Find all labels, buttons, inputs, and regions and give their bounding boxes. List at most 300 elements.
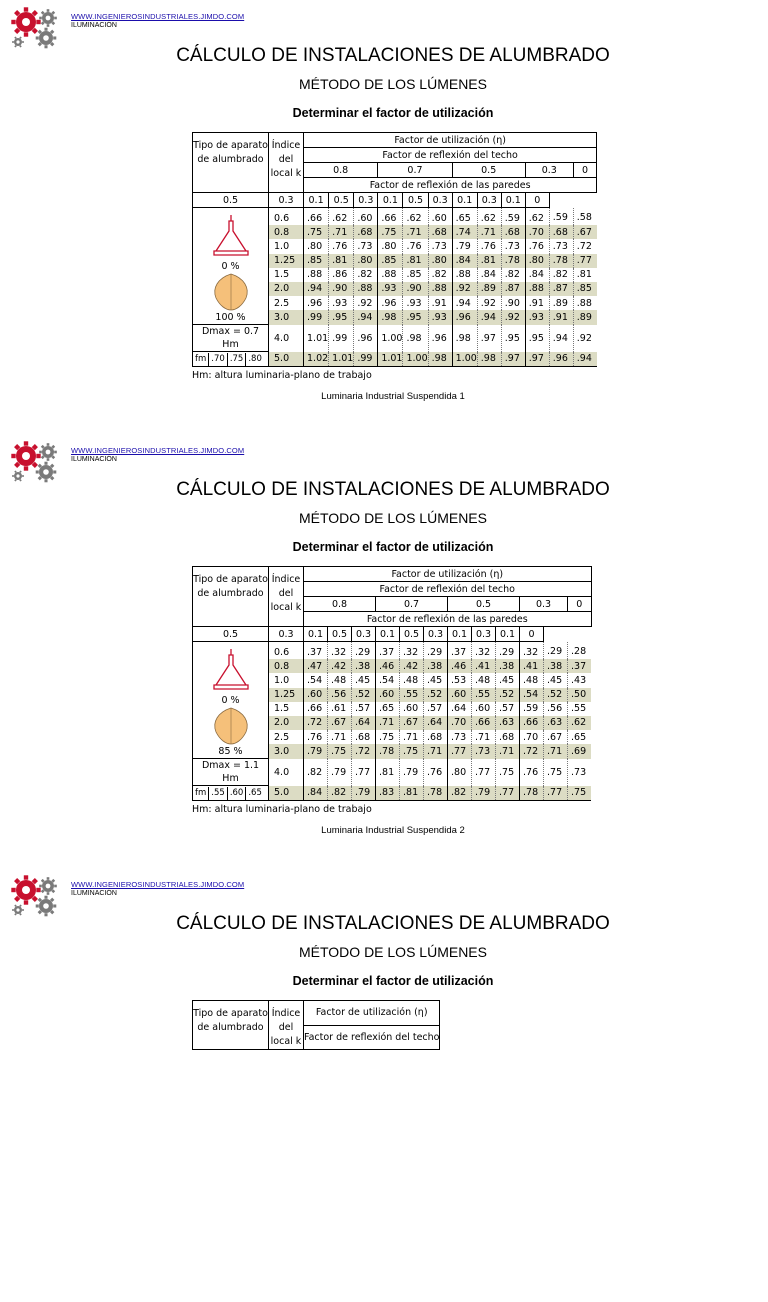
factor-value: .55 — [568, 702, 592, 716]
factor-value: .73 — [448, 730, 472, 744]
factor-value: .48 — [328, 673, 352, 687]
paredes-value: 0.3 — [477, 193, 501, 208]
techo-value: 0.3 — [525, 163, 573, 178]
factor-value: .42 — [328, 659, 352, 673]
factor-value: .91 — [549, 310, 573, 324]
factor-value: .76 — [525, 239, 549, 253]
luminaire-figure — [193, 642, 269, 759]
factor-value: .59 — [520, 702, 544, 716]
factor-value: .77 — [448, 744, 472, 758]
techo-value: 0.8 — [304, 597, 376, 612]
table-row — [193, 208, 597, 226]
factor-value: .94 — [304, 282, 329, 296]
factor-value: .97 — [501, 352, 525, 367]
factor-value: .92 — [477, 296, 501, 310]
k-value: 1.0 — [269, 239, 304, 253]
factor-value: .32 — [400, 642, 424, 660]
paredes-value: 0.3 — [424, 627, 448, 642]
techo-value: 0.7 — [376, 597, 448, 612]
indice-header — [269, 1001, 304, 1050]
factor-util-header: Factor de utilización (η) — [304, 1001, 440, 1026]
fm-value: fm — [195, 787, 207, 798]
tipo-aparato-header — [193, 1001, 269, 1050]
factor-value: .53 — [448, 673, 472, 687]
factor-value: .75 — [304, 225, 329, 239]
factor-value: .80 — [354, 254, 378, 268]
site-link[interactable]: WWW.INGENIEROSINDUSTRIALES.JIMDO.COM — [71, 446, 245, 455]
factor-value: .59 — [501, 208, 525, 226]
paredes-value: 0.3 — [472, 627, 496, 642]
factor-value: .90 — [403, 282, 428, 296]
factor-value: .80 — [378, 239, 403, 253]
factor-value: .95 — [329, 310, 354, 324]
indice-header — [269, 567, 304, 627]
refl-paredes-header: Factor de reflexión de las paredes — [304, 612, 592, 627]
factor-value: .57 — [352, 702, 376, 716]
paredes-value: 0.1 — [378, 193, 403, 208]
paredes-value: 0.3 — [352, 627, 376, 642]
factor-value: .99 — [354, 352, 378, 367]
factor-value: .72 — [573, 239, 597, 253]
factor-value: .64 — [448, 702, 472, 716]
header-subtitle: ILUMINACIÓN — [71, 22, 117, 29]
paredes-value: 0.5 — [400, 627, 424, 642]
factor-value: .52 — [544, 688, 568, 702]
factor-value: .93 — [525, 310, 549, 324]
factor-value: .52 — [352, 688, 376, 702]
factor-value: .62 — [403, 208, 428, 226]
factor-value: .73 — [549, 239, 573, 253]
paredes-value: 0.1 — [452, 193, 477, 208]
fm-cell — [193, 352, 269, 367]
factor-value: .38 — [544, 659, 568, 673]
factor-value: .81 — [477, 254, 501, 268]
factor-value: .52 — [496, 688, 520, 702]
fm-value: .75 — [227, 353, 246, 366]
paredes-value: 0.5 — [403, 193, 428, 208]
techo-value: 0.5 — [448, 597, 520, 612]
factor-value: .73 — [472, 744, 496, 758]
upper-percentage: 0 % — [221, 261, 240, 272]
factor-value: .94 — [452, 296, 477, 310]
factor-value: .45 — [544, 673, 568, 687]
table-row — [193, 642, 592, 660]
fm-value: .65 — [245, 787, 264, 800]
k-value: 1.5 — [269, 268, 304, 282]
paredes-value: 0.3 — [428, 193, 452, 208]
paredes-value: 0.1 — [496, 627, 520, 642]
k-value: 4.0 — [269, 759, 304, 786]
factor-value: .47 — [304, 659, 328, 673]
factor-value: .37 — [568, 659, 592, 673]
factor-value: .84 — [525, 268, 549, 282]
factor-value: .85 — [573, 282, 597, 296]
page-section — [0, 434, 768, 868]
paredes-value: 0.5 — [328, 627, 352, 642]
dmax-cell: Dmax = 0.7 Hm — [193, 325, 269, 352]
factor-value: .32 — [472, 642, 496, 660]
factor-value: .92 — [573, 325, 597, 352]
paredes-value: 0 — [525, 193, 549, 208]
techo-value: 0.3 — [520, 597, 568, 612]
factor-value: .60 — [354, 208, 378, 226]
factor-value: .98 — [452, 325, 477, 352]
factor-value: 1.01 — [329, 352, 354, 367]
factor-value: .95 — [525, 325, 549, 352]
factor-value: .41 — [520, 659, 544, 673]
factor-value: .37 — [448, 642, 472, 660]
factor-value: .70 — [448, 716, 472, 730]
factor-value: .94 — [477, 310, 501, 324]
page-section — [0, 868, 768, 1302]
fm-value: fm — [195, 353, 207, 364]
factor-value: .73 — [428, 239, 452, 253]
factor-value: .79 — [452, 239, 477, 253]
factor-value: .71 — [329, 225, 354, 239]
fm-value: .60 — [227, 787, 246, 800]
paredes-value: 0.3 — [269, 193, 304, 208]
factor-value: .67 — [573, 225, 597, 239]
factor-value: .54 — [376, 673, 400, 687]
factor-value: .57 — [496, 702, 520, 716]
factor-value: .96 — [378, 296, 403, 310]
fm-value: .80 — [245, 353, 264, 366]
header-subtitle: ILUMINACIÓN — [71, 890, 117, 897]
factor-value: .62 — [329, 208, 354, 226]
factor-value: .71 — [496, 744, 520, 758]
factor-value: .88 — [304, 268, 329, 282]
k-value: 0.8 — [269, 659, 304, 673]
factor-value: .68 — [549, 225, 573, 239]
fm-value: .70 — [208, 353, 227, 366]
factor-value: 1.00 — [378, 325, 403, 352]
factor-value: .60 — [376, 688, 400, 702]
factor-value: .96 — [549, 352, 573, 367]
factor-value: 1.01 — [378, 352, 403, 367]
k-value: 2.0 — [269, 716, 304, 730]
section-heading: Determinar el factor de utilización — [292, 540, 494, 554]
factor-value: .37 — [304, 642, 328, 660]
factor-value: .99 — [329, 325, 354, 352]
factor-value: .98 — [403, 325, 428, 352]
page-subtitle: MÉTODO DE LOS LÚMENES — [298, 510, 487, 526]
page-title: CÁLCULO DE INSTALACIONES DE ALUMBRADO — [176, 45, 610, 66]
site-link[interactable]: WWW.INGENIEROSINDUSTRIALES.JIMDO.COM — [71, 880, 245, 889]
paredes-value: 0.5 — [193, 627, 269, 642]
factor-value: .78 — [501, 254, 525, 268]
paredes-value: 0.1 — [376, 627, 400, 642]
hm-note: Hm: altura luminaria-plano de trabajo — [192, 804, 372, 815]
page-subtitle: MÉTODO DE LOS LÚMENES — [298, 944, 487, 960]
factor-value: .68 — [354, 225, 378, 239]
factor-value: .76 — [329, 239, 354, 253]
factor-value: .86 — [329, 268, 354, 282]
table-row — [193, 325, 597, 352]
factor-value: .56 — [328, 688, 352, 702]
factor-value: .97 — [525, 352, 549, 367]
factor-value: .48 — [400, 673, 424, 687]
paredes-value: 0.1 — [304, 627, 328, 642]
factor-value: .55 — [400, 688, 424, 702]
factor-value: .48 — [520, 673, 544, 687]
factor-value: .76 — [403, 239, 428, 253]
factor-value: .72 — [304, 716, 328, 730]
factor-value: .71 — [403, 225, 428, 239]
factor-value: .81 — [400, 786, 424, 801]
luminaire-caption: Luminaria Industrial Suspendida 1 — [321, 391, 465, 402]
techo-value: 0.7 — [378, 163, 452, 178]
factor-value: .95 — [501, 325, 525, 352]
factor-value: .80 — [448, 759, 472, 786]
factor-value: .46 — [376, 659, 400, 673]
factor-value: .71 — [328, 730, 352, 744]
luminaire-figure — [193, 208, 269, 325]
factor-value: .94 — [573, 352, 597, 367]
factor-util-header: Factor de utilización (η) — [304, 133, 597, 148]
factor-value: .66 — [378, 208, 403, 226]
table-row — [193, 759, 592, 786]
factor-value: .89 — [573, 310, 597, 324]
factor-value: .38 — [496, 659, 520, 673]
site-link[interactable]: WWW.INGENIEROSINDUSTRIALES.JIMDO.COM — [71, 12, 245, 21]
k-value: 2.5 — [269, 296, 304, 310]
factor-value: .94 — [549, 325, 573, 352]
k-value: 2.0 — [269, 282, 304, 296]
factor-value: .88 — [428, 282, 452, 296]
factor-value: .96 — [304, 296, 329, 310]
fm-cell — [193, 786, 269, 801]
factor-value: .66 — [520, 716, 544, 730]
lower-percentage: 85 % — [218, 746, 243, 757]
refl-techo-header: Factor de reflexión del techo — [304, 148, 597, 163]
factor-value: .61 — [328, 702, 352, 716]
factor-value: .89 — [549, 296, 573, 310]
factor-value: .96 — [428, 325, 452, 352]
tipo-aparato-header — [193, 567, 269, 627]
factor-value: .60 — [304, 688, 328, 702]
factor-value: .87 — [549, 282, 573, 296]
factor-value: .32 — [328, 642, 352, 660]
lamp-icon — [206, 213, 256, 261]
paredes-value: 0.1 — [448, 627, 472, 642]
k-value: 5.0 — [269, 786, 304, 801]
factor-value: .71 — [477, 225, 501, 239]
factor-value: .45 — [352, 673, 376, 687]
factor-value: .99 — [304, 310, 329, 324]
factor-value: .38 — [424, 659, 448, 673]
factor-value: .71 — [400, 730, 424, 744]
factor-value: .72 — [352, 744, 376, 758]
factor-value: .81 — [403, 254, 428, 268]
factor-value: .79 — [304, 744, 328, 758]
factor-value: .71 — [472, 730, 496, 744]
factor-value: .32 — [520, 642, 544, 660]
factor-value: .66 — [304, 208, 329, 226]
factor-value: .71 — [424, 744, 448, 758]
factor-value: .75 — [400, 744, 424, 758]
factor-value: .93 — [403, 296, 428, 310]
factor-value: .41 — [472, 659, 496, 673]
factor-value: .75 — [544, 759, 568, 786]
factor-value: .69 — [568, 744, 592, 758]
factor-value: .92 — [452, 282, 477, 296]
indice-header — [269, 133, 304, 193]
factor-value: .93 — [378, 282, 403, 296]
factor-value: .29 — [424, 642, 448, 660]
factor-value: .60 — [428, 208, 452, 226]
factor-value: 1.00 — [452, 352, 477, 367]
factor-value: .60 — [472, 702, 496, 716]
factor-value: .78 — [424, 786, 448, 801]
factor-value: 1.02 — [304, 352, 329, 367]
factor-value: .63 — [544, 716, 568, 730]
factor-value: .88 — [378, 268, 403, 282]
page-subtitle: MÉTODO DE LOS LÚMENES — [298, 76, 487, 92]
factor-value: .98 — [378, 310, 403, 324]
k-value: 3.0 — [269, 744, 304, 758]
factor-value: .45 — [496, 673, 520, 687]
factor-value: .79 — [472, 786, 496, 801]
factor-value: .54 — [520, 688, 544, 702]
k-value: 0.6 — [269, 642, 304, 660]
factor-value: .56 — [544, 702, 568, 716]
light-distribution-icon — [206, 706, 256, 746]
factor-value: .48 — [472, 673, 496, 687]
page-title: CÁLCULO DE INSTALACIONES DE ALUMBRADO — [176, 913, 610, 934]
factor-value: .78 — [520, 786, 544, 801]
factor-value: .62 — [568, 716, 592, 730]
utilization-table — [192, 132, 597, 367]
table-row — [193, 786, 592, 801]
factor-value: .89 — [477, 282, 501, 296]
factor-value: .68 — [496, 730, 520, 744]
factor-value: .55 — [472, 688, 496, 702]
factor-value: .85 — [403, 268, 428, 282]
factor-value: .38 — [352, 659, 376, 673]
k-value: 4.0 — [269, 325, 304, 352]
factor-value: .67 — [400, 716, 424, 730]
factor-value: .75 — [496, 759, 520, 786]
factor-value: .84 — [452, 254, 477, 268]
factor-value: .54 — [304, 673, 328, 687]
factor-value: .90 — [501, 296, 525, 310]
factor-value: .73 — [354, 239, 378, 253]
factor-value: .62 — [525, 208, 549, 226]
factor-value: .92 — [501, 310, 525, 324]
k-value: 0.6 — [269, 208, 304, 226]
indice-label: Índice del local k — [270, 140, 302, 179]
techo-value: 0 — [568, 597, 592, 612]
paredes-value: 0.5 — [193, 193, 269, 208]
factor-value: .75 — [378, 225, 403, 239]
factor-value: .81 — [573, 268, 597, 282]
k-value: 1.25 — [269, 254, 304, 268]
factor-value: .46 — [448, 659, 472, 673]
factor-value: .77 — [472, 759, 496, 786]
factor-value: .87 — [501, 282, 525, 296]
table-row — [193, 352, 597, 367]
factor-value: .81 — [329, 254, 354, 268]
lower-percentage: 100 % — [215, 312, 246, 323]
k-value: 1.25 — [269, 688, 304, 702]
factor-value: .65 — [568, 730, 592, 744]
indice-label: Índice del local k — [270, 574, 302, 613]
factor-value: .88 — [525, 282, 549, 296]
factor-value: .88 — [452, 268, 477, 282]
factor-value: .78 — [376, 744, 400, 758]
techo-value: 0.8 — [304, 163, 378, 178]
factor-value: .77 — [573, 254, 597, 268]
factor-value: .82 — [428, 268, 452, 282]
factor-value: .84 — [304, 786, 328, 801]
factor-value: .67 — [544, 730, 568, 744]
factor-value: .50 — [568, 688, 592, 702]
factor-value: .83 — [376, 786, 400, 801]
factor-value: .73 — [568, 759, 592, 786]
factor-value: .91 — [525, 296, 549, 310]
techo-value: 0.5 — [452, 163, 525, 178]
factor-value: .64 — [352, 716, 376, 730]
factor-value: .65 — [376, 702, 400, 716]
k-value: 5.0 — [269, 352, 304, 367]
utilization-table — [192, 1000, 440, 1050]
factor-value: .96 — [354, 325, 378, 352]
factor-value: .82 — [328, 786, 352, 801]
factor-value: .28 — [568, 642, 592, 660]
tipo-label: Tipo de aparato de alumbrado — [193, 1008, 268, 1033]
factor-value: .93 — [329, 296, 354, 310]
factor-value: .59 — [549, 208, 573, 226]
factor-value: .43 — [568, 673, 592, 687]
page-title: CÁLCULO DE INSTALACIONES DE ALUMBRADO — [176, 479, 610, 500]
k-value: 1.0 — [269, 673, 304, 687]
factor-value: .57 — [424, 702, 448, 716]
k-value: 3.0 — [269, 310, 304, 324]
factor-value: .75 — [568, 786, 592, 801]
factor-value: .37 — [376, 642, 400, 660]
factor-value: .60 — [400, 702, 424, 716]
factor-value: .58 — [573, 208, 597, 226]
factor-value: .93 — [428, 310, 452, 324]
tipo-label: Tipo de aparato de alumbrado — [193, 574, 268, 599]
factor-value: .70 — [520, 730, 544, 744]
factor-value: .85 — [304, 254, 329, 268]
factor-value: .75 — [328, 744, 352, 758]
factor-value: .71 — [544, 744, 568, 758]
k-value: 0.8 — [269, 225, 304, 239]
factor-value: .79 — [328, 759, 352, 786]
factor-value: .68 — [352, 730, 376, 744]
factor-value: .64 — [424, 716, 448, 730]
k-value: 2.5 — [269, 730, 304, 744]
factor-value: .80 — [304, 239, 329, 253]
factor-value: .66 — [304, 702, 328, 716]
factor-value: .71 — [376, 716, 400, 730]
factor-value: .76 — [520, 759, 544, 786]
indice-label: Índice del local k — [270, 1008, 302, 1047]
section-heading: Determinar el factor de utilización — [292, 106, 494, 120]
refl-techo-header: Factor de reflexión del techo — [304, 1025, 440, 1050]
factor-value: .68 — [428, 225, 452, 239]
factor-value: .73 — [501, 239, 525, 253]
factor-value: 1.01 — [304, 325, 329, 352]
factor-value: 1.00 — [403, 352, 428, 367]
factor-value: .68 — [424, 730, 448, 744]
dmax-cell: Dmax = 1.1 Hm — [193, 759, 269, 786]
factor-value: .72 — [520, 744, 544, 758]
tipo-label: Tipo de aparato de alumbrado — [193, 140, 268, 165]
paredes-value: 0 — [520, 627, 544, 642]
